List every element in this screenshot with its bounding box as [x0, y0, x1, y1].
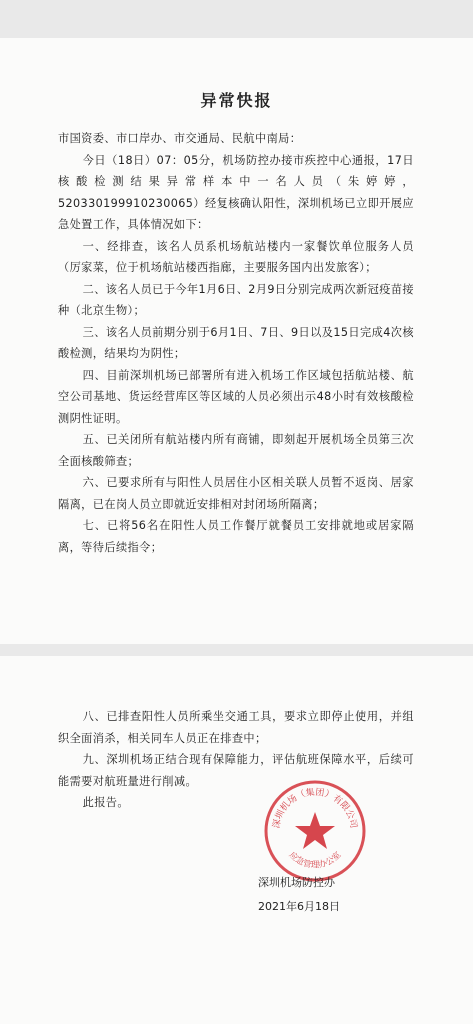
document-body-page-1 [58, 128, 414, 558]
paragraph-intro: 今日（18日）07：05分，机场防控办接市疾控中心通报，17日核酸检测结果异常样本中一名人员（朱婷婷，520330199910230065）经复核确认阳性，深圳机场已立即开展应急处置工作，具体情况如下： [58, 153, 414, 231]
paragraph-item-8: 八、已排查阳性人员所乘坐交通工具，要求立即停止使用，并组织全面消杀，相关同车人员正在排查中； [58, 710, 414, 745]
recipients-line: 市国资委、市口岸办、市交通局、民航中南局： [58, 132, 302, 145]
signature-date: 2021年6月18日 [258, 900, 340, 913]
paragraph-item-5: 五、已关闭所有航站楼内所有商铺，即刻起开展机场全员第三次全面核酸筛查； [58, 433, 414, 468]
svg-text:应急管理办公室 [287, 849, 344, 871]
document-page-1 [0, 38, 473, 644]
closing-line: 此报告。 [82, 796, 129, 809]
paragraph-item-4: 四、目前深圳机场已部署所有进入机场工作区域包括航站楼、航空公司基地、货运经营库区等区域的人员必须出示48小时有效核酸检测阴性证明。 [58, 368, 414, 425]
document-title: 异常快报 [200, 91, 273, 110]
paragraph-item-3: 三、该名人员前期分别于6月1日、7日、9日以及15日完成4次核酸检测，结果均为阴性； [58, 325, 414, 360]
paragraph-item-2: 二、该名人员已于今年1月6日、2月9日分别完成两次新冠疫苗接种（北京生物）； [58, 282, 414, 317]
seal-text-bottom: 应急管理办公室 [286, 850, 344, 871]
paragraph-item-9: 九、深圳机场正结合现有保障能力，评估航班保障水平，后续可能需要对航班量进行削减。 [58, 753, 414, 788]
seal-text-top: 深圳机场（集团）有限公司 [271, 787, 359, 830]
signature-org: 深圳机场防控办 [258, 876, 335, 889]
document-page-2 [0, 656, 473, 1024]
paragraph-item-1: 一、经排查，该名人员系机场航站楼内一家餐饮单位服务人员（厉家菜，位于机场航站楼西指廊，主要服务国内出发旅客）； [58, 239, 414, 274]
seal-star-icon [295, 812, 335, 849]
paragraph-item-7: 七、已将56名在阳性人员工作餐厅就餐员工安排就地或居家隔离，等待后续指令； [58, 519, 414, 554]
official-seal [262, 778, 368, 884]
paragraph-item-6: 六、已要求所有与阳性人员居住小区相关联人员暂不返岗、居家隔离，已在岗人员立即就近安排相对封闭场所隔离； [58, 476, 414, 511]
